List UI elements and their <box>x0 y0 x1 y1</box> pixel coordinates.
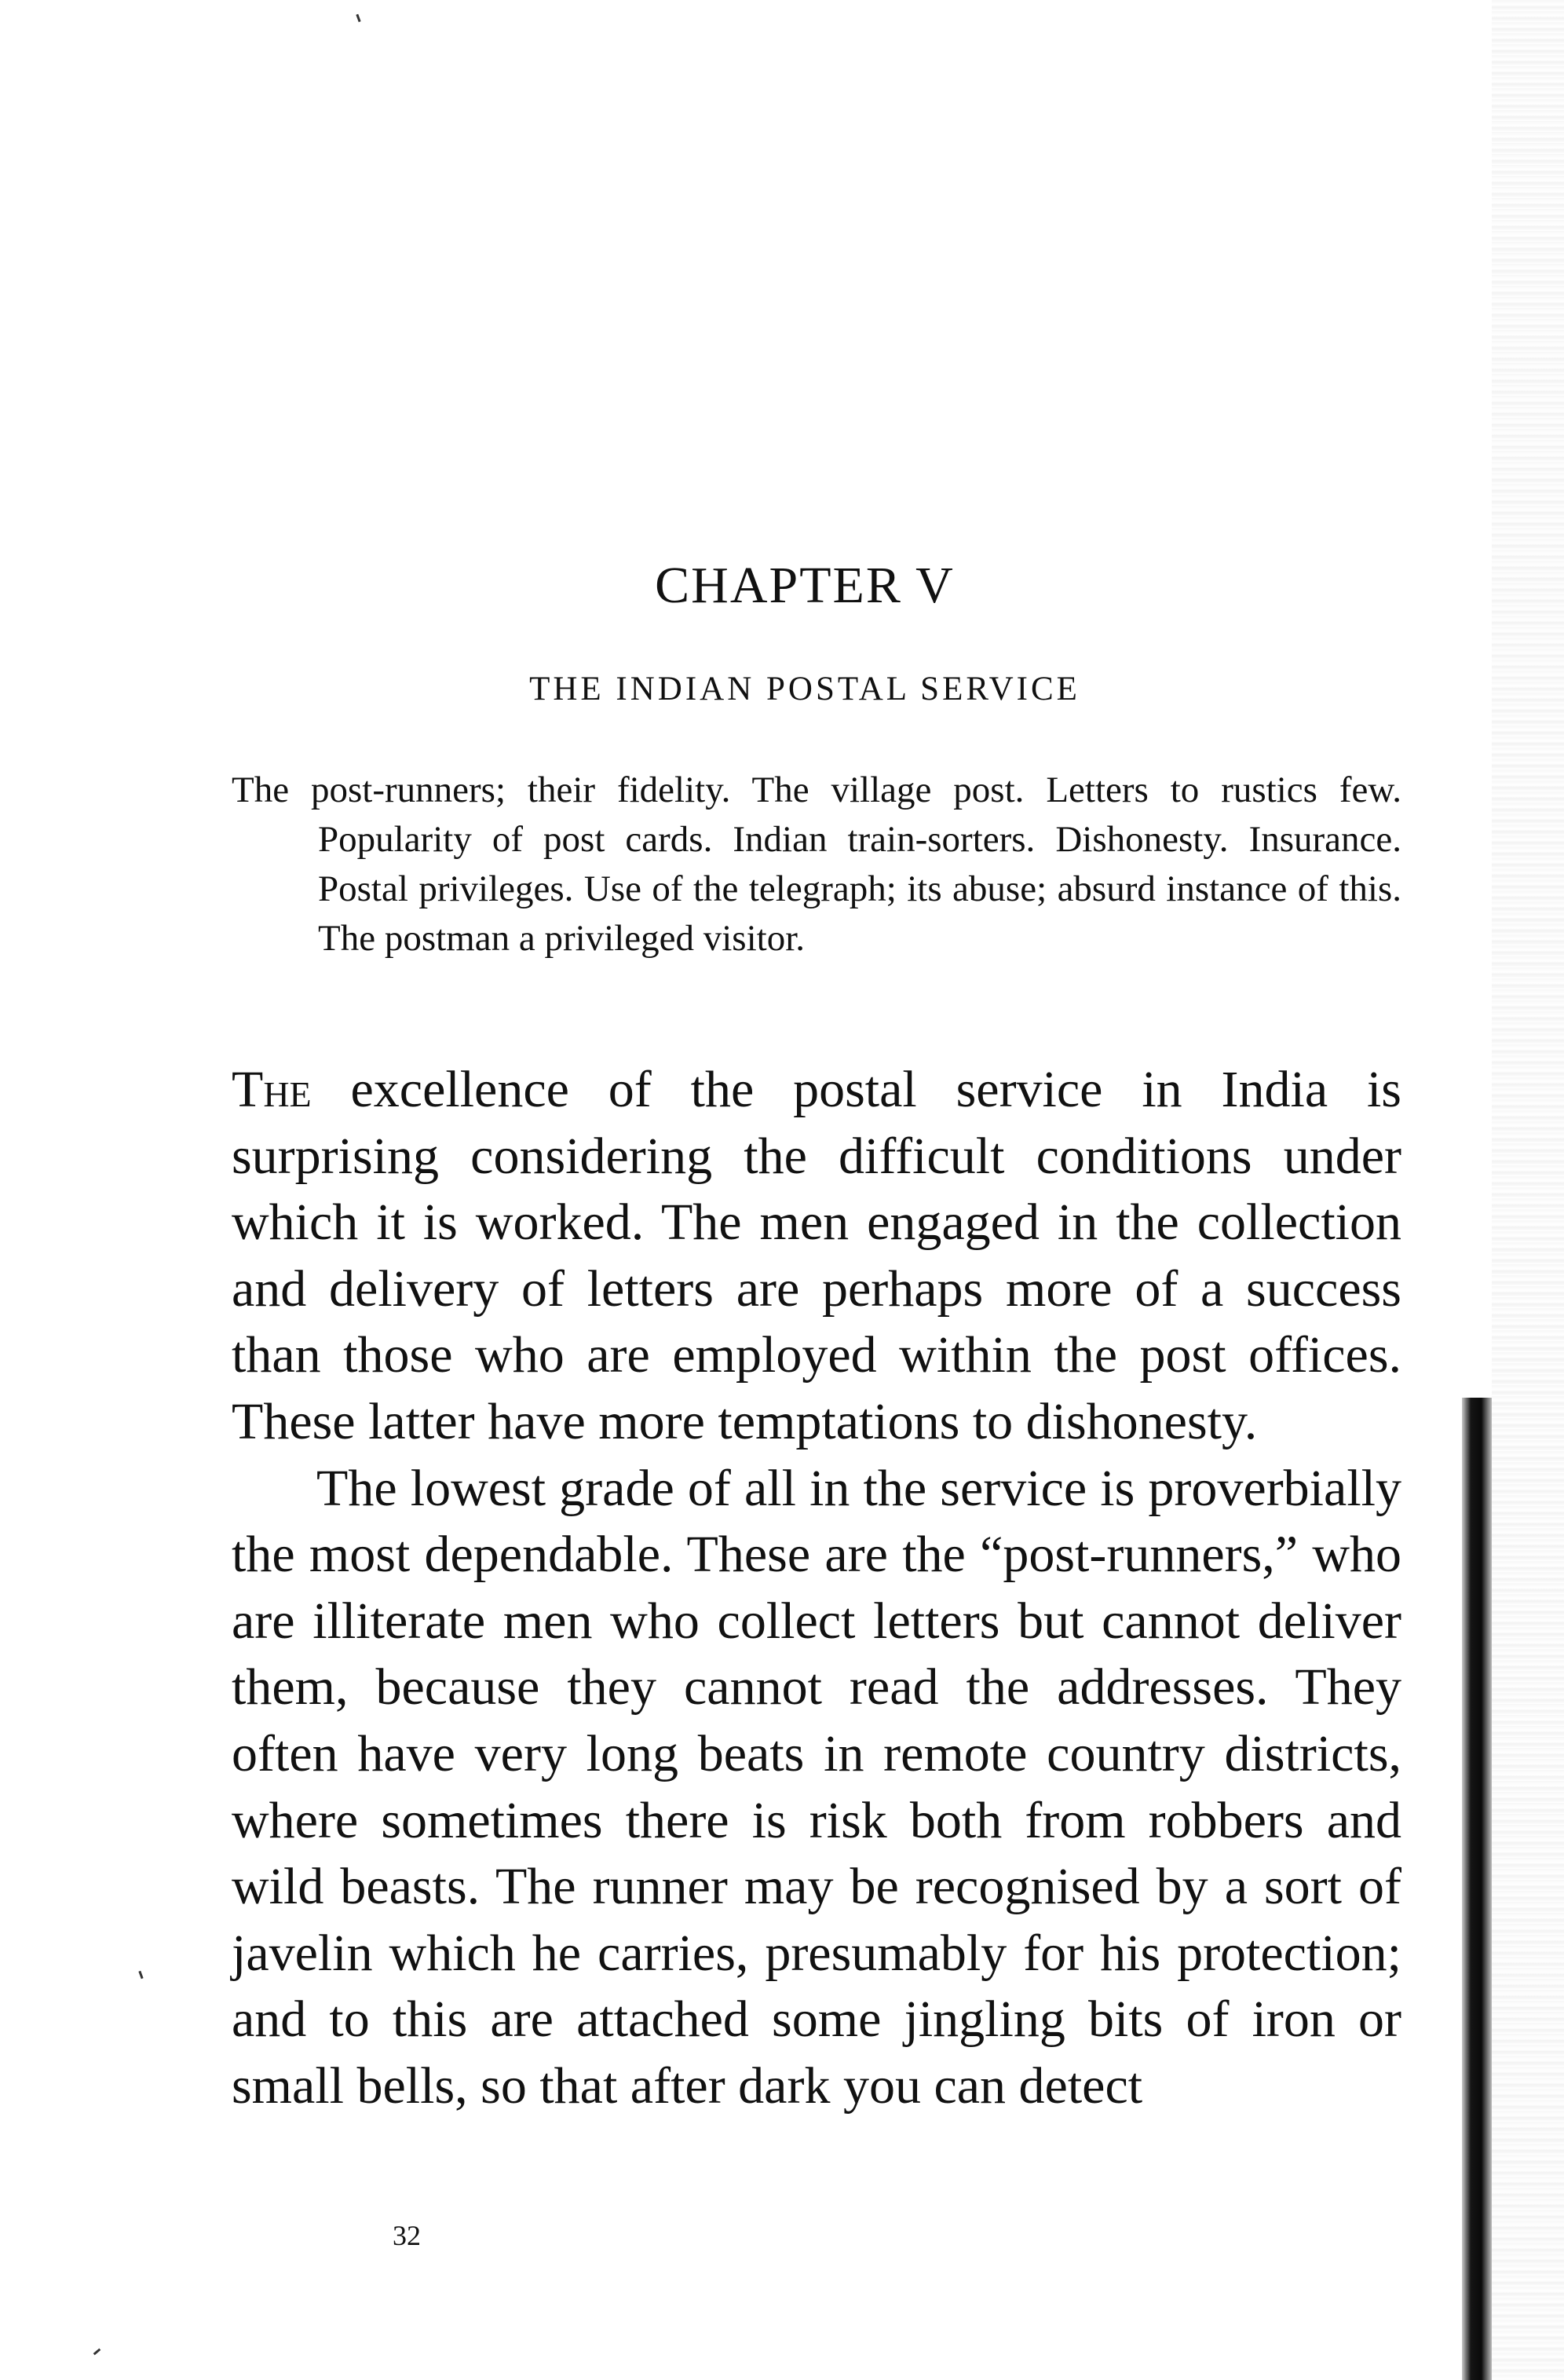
paragraph-1-text: excellence of the postal service in India is surprising considering the difficult conditions under which it is worked. The men engaged in the collection and delivery of letters are perhaps more of a success than those who are employed within the post offices. These latter have more temptations to dishonesty. <box>232 1061 1401 1450</box>
binding-shadow <box>1462 1398 1492 2380</box>
paragraph-lead-word: The <box>232 1061 312 1118</box>
scan-edge-noise <box>1492 0 1564 2380</box>
chapter-number: CHAPTER V <box>655 557 955 614</box>
chapter-synopsis: The post-runners; their fidelity. The village post. Letters to rustics few. Popularity of post cards. Indian train-sorters. Dishonesty. Insurance. Postal privileges. Use of the telegraph; its abuse; absurd instance of this. The postman a privileged visitor. <box>232 770 1401 959</box>
scan-speck <box>138 1971 143 1979</box>
paragraph-1 <box>232 1057 1401 1456</box>
page-number: 32 <box>393 2220 421 2251</box>
paragraph-2: The lowest grade of all in the service is proverbially the most dependable. These are the “post-runners,” who are illiterate men who collect letters but cannot deliver them, because they cannot read the addresses. They often have very long beats in remote country districts, where sometimes there is risk both from robbers and wild beasts. The runner may be recognised by a sort of javelin which he carries, presumably for his protection; and to this are attached some jingling bits of iron or small bells, so that after dark you can detect <box>232 1459 1401 2115</box>
chapter-body <box>232 1057 1401 2120</box>
scan-speck <box>356 14 360 22</box>
scan-speck <box>93 2349 101 2356</box>
chapter-title: THE INDIAN POSTAL SERVICE <box>529 671 1080 707</box>
